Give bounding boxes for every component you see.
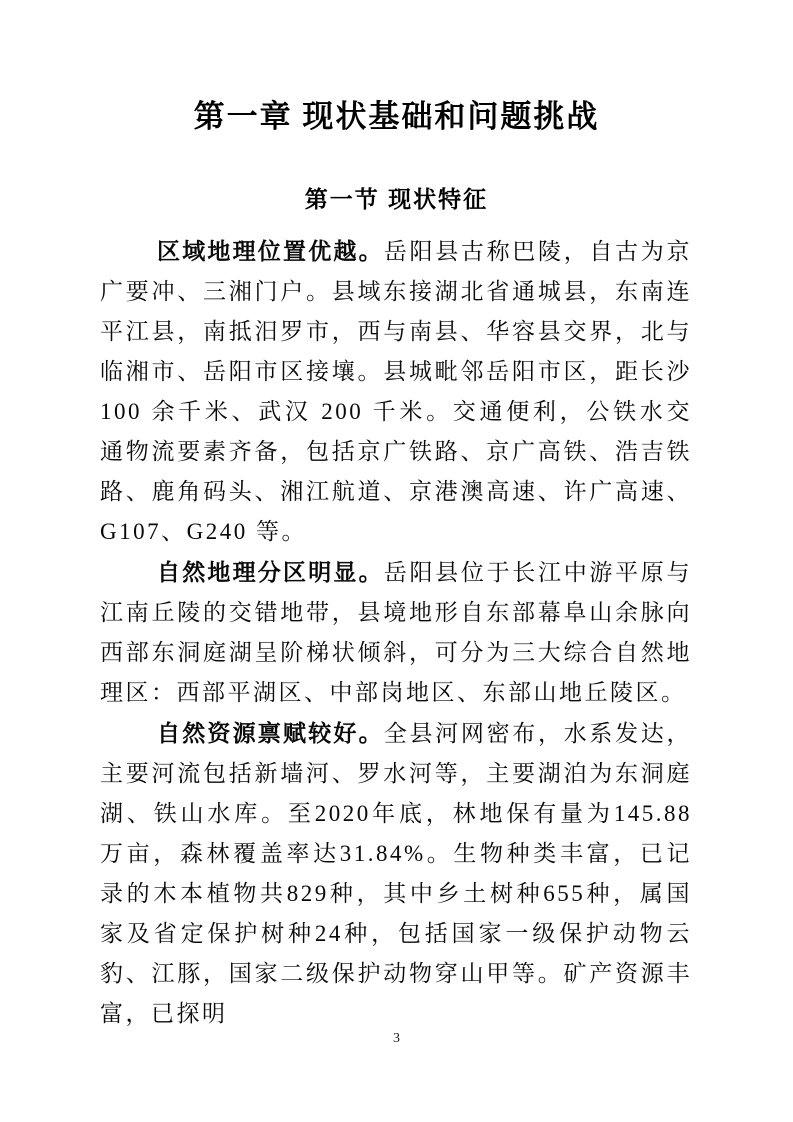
document-body [100, 231, 692, 1034]
paragraph-text: 岳阳县位于长江中游平原与江南丘陵的交错地带，县境地形自东部幕阜山余脉向西部东洞庭湖呈阶梯状倾斜，可分为三大综合自然地理区：西部平湖区、中部岗地区、东部山地丘陵区。 [100, 560, 693, 705]
page-number: 3 [393, 1031, 400, 1046]
paragraph-text: 岳阳县古称巴陵，自古为京广要冲、三湘门户。县域东接湖北省通城县，东南连平江县，南抵汨罗市，西与南县、华容县交界，北与临湘市、岳阳市区接壤。县城毗邻岳阳市区，距长沙100 余千米、武汉 200 千米。交通便利，公铁水交通物流要素齐备，包括京广铁路、京广高铁、浩吉铁路、鹿角码头、湘江航道、京港澳高速、许广高速、G107、G240 等。 [100, 239, 693, 544]
paragraph-natural-geography [100, 552, 692, 713]
section-title: 第一节 现状特征 [304, 186, 489, 212]
paragraph-lead: 区域地理位置优越。 [157, 238, 384, 264]
paragraph-text: 全县河网密布，水系发达，主要河流包括新墙河、罗水河等，主要湖泊为东洞庭湖、铁山水库。至2020年底，林地保有量为145.88万亩，森林覆盖率达31.84%。生物种类丰富，已记录的木本植物共829种，其中乡土树种655种，属国家及省定保护树种24种，包括国家一级保护动物云豹、江豚，国家二级保护动物穿山甲等。矿产资源丰富，已探明 [100, 721, 693, 1026]
paragraph-lead: 自然地理分区明显。 [157, 559, 384, 585]
paragraph-region-location [100, 231, 692, 552]
paragraph-natural-resources [100, 713, 692, 1034]
chapter-title: 第一章 现状基础和问题挑战 [193, 99, 600, 134]
paragraph-lead: 自然资源禀赋较好。 [157, 720, 384, 746]
